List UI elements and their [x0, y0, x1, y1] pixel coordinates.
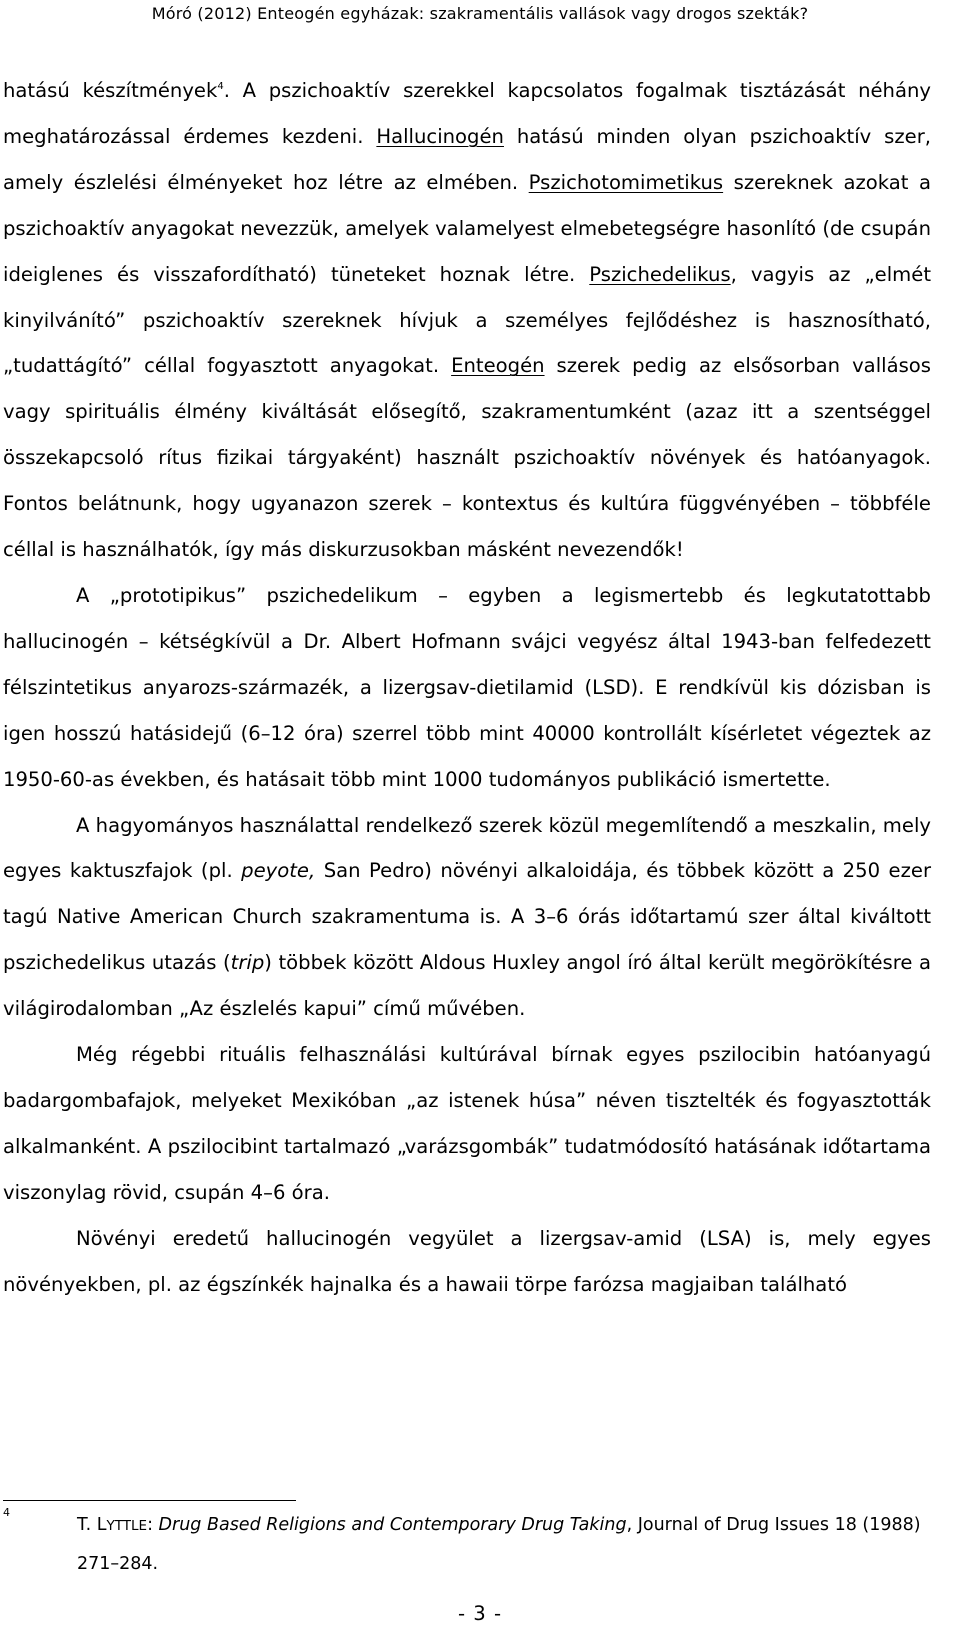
footnote-number: 4 [3, 1506, 10, 1519]
term-enteogen: Enteogén [451, 354, 545, 378]
footnote-separator [3, 1500, 296, 1501]
body-text [3, 68, 931, 1307]
running-header: Móró (2012) Enteogén egyházak: szakramentális vallások vagy drogos szekták? [151, 4, 809, 23]
paragraph-1: hatású készítmények$^4$. A pszichoaktív szerekkel kapcsolatos fogalmak tisztázását néhány meghatározással érdemes kezdeni. Hallucinogén hatású minden olyan pszichoaktív szer, amely észlelési élményeket hoz létre az elmében. Pszichotomimetikus szereknek azokat a pszichoaktív anyagokat nevezzük, amelyek valamelyest elmebetegségre hasonlító (de csupán ideiglenes és visszafordítható) tüneteket hoznak létre. Pszichedelikus, vagyis az „elmét kinyilvánító” pszichoaktív szereknek hívjuk a személyes fejlődéshez is hasznosítható, „tudattágító” céllal fogyasztott anyagokat. Enteogén szerek pedig az elsősorban vallásos vagy spirituális élmény kiváltását elősegítő, szakramentumként (azaz itt a szentséggel összekapcsoló rítus fizikai tárgyaként) használt pszichoaktív növények és hatóanyagok. Fontos belátnunk, hogy ugyanazon szerek – kontextus és kultúra függvényében – többféle céllal is használhatók, így más diskurzusokban másként nevezendők! [3, 79, 932, 562]
paragraph-2: A „prototipikus” pszichedelikum – egyben a legismertebb és legkutatottabb hallucinogén – kétségkívül a Dr. Albert Hofmann svájci vegyész által 1943-ban felfedezett félszintetikus anyarozs-származék, a lizergsav-dietilamid (LSD). E rendkívül kis dózisban is igen hosszú hatásidejű (6–12 óra) szerrel több mint 40000 kontrollált kísérletet végeztek az 1950-60-as években, és hatásait több mint 1000 tudományos publikáció ismertette. [3, 583, 931, 791]
author-small-caps: YTTLE [106, 1518, 148, 1534]
italic-trip: trip [230, 951, 265, 975]
page-number: - 3 - [457, 1602, 503, 1625]
footnote-title: Drug Based Religions and Contemporary Drug Taking [158, 1515, 627, 1535]
paragraph-5: Növényi eredetű hallucinogén vegyület a lizergsav-amid (LSA) is, mely egyes növényekben, pl. az égszínkék hajnalka és a hawaii törpe farózsa magjaiban található [3, 1226, 931, 1296]
term-pszichedelikus: Pszichedelikus [589, 262, 731, 286]
footnote [3, 1506, 931, 1583]
footnote-ref[interactable]: 4 [217, 81, 224, 92]
footnote-text: T. LYTTLE: Drug Based Religions and Contemporary Drug Taking, Journal of Drug Issues 18 (1988) 271–284. [77, 1515, 921, 1574]
term-pszichotomimetikus: Pszichotomimetikus [528, 170, 724, 194]
term-hallucinogen: Hallucinogén [376, 124, 504, 148]
paragraph-3: A hagyományos használattal rendelkező szerek közül megemlítendő a meszkalin, mely egyes kaktuszfajok (pl. peyote, San Pedro) növényi alkaloidája, és többek között a 250 ezer tagú Native American Church szakramentuma is. A 3–6 órás időtartamú szer által kiváltott pszichedelikus utazás (trip) többek között Aldous Huxley angol író által került megörökítésre a világirodalomban „Az észlelés kapui” című művében. [3, 813, 931, 1021]
italic-peyote: peyote, [241, 859, 316, 883]
paragraph-4: Még régebbi rituális felhasználási kultúrával bírnak egyes pszilocibin hatóanyagú badargombafajok, melyeket Mexikóban „az istenek húsa” néven tisztelték és fogyasztották alkalmanként. A pszilocibint tartalmazó „varázsgombák” tudatmódosító hatásának időtartama viszonylag rövid, csupán 4–6 óra. [3, 1043, 931, 1204]
